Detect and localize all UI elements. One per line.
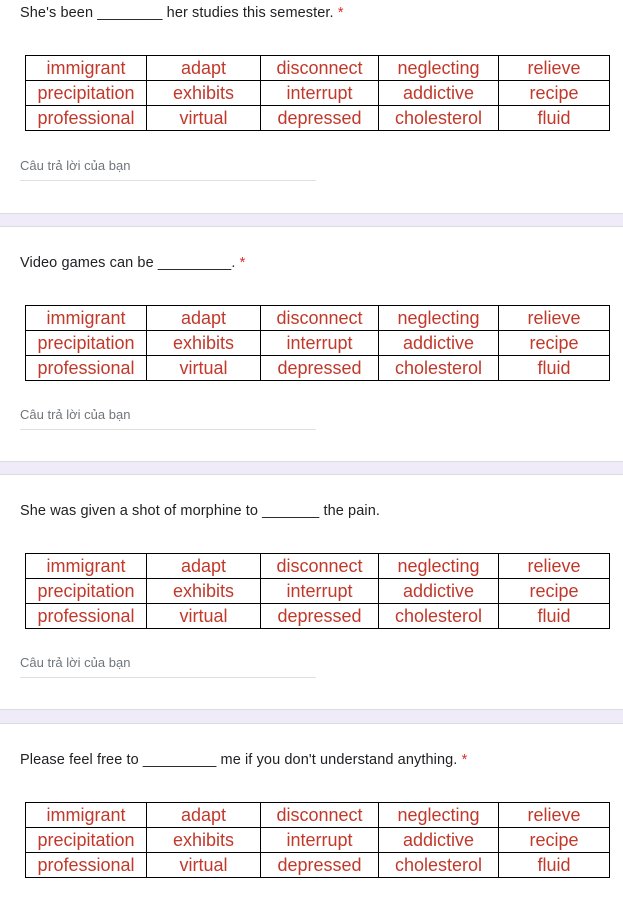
table-cell: immigrant <box>26 306 147 331</box>
table-cell: addictive <box>379 81 499 106</box>
table-row <box>26 331 610 356</box>
question-text: She's been ________ her studies this semester. * <box>20 5 344 21</box>
table-cell: precipitation <box>26 331 147 356</box>
table-cell: fluid <box>499 106 610 131</box>
table-cell: exhibits <box>147 81 261 106</box>
table-row <box>26 579 610 604</box>
table-cell: exhibits <box>147 828 261 853</box>
table-cell: relieve <box>499 803 610 828</box>
word-table <box>25 55 610 131</box>
answer-input[interactable]: Câu trả lời của bạn <box>20 653 316 678</box>
table-cell: immigrant <box>26 803 147 828</box>
table-cell: depressed <box>261 356 379 381</box>
table-cell: immigrant <box>26 554 147 579</box>
table-cell: professional <box>26 356 147 381</box>
table-cell: neglecting <box>379 306 499 331</box>
table-cell: disconnect <box>261 56 379 81</box>
required-asterisk: * <box>461 752 468 768</box>
table-cell: cholesterol <box>379 106 499 131</box>
question-text: Please feel free to _________ me if you don't understand anything. * <box>20 752 468 768</box>
table-cell: recipe <box>499 81 610 106</box>
table-cell: interrupt <box>261 579 379 604</box>
table-row <box>26 828 610 853</box>
table-cell: disconnect <box>261 554 379 579</box>
table-cell: adapt <box>147 554 261 579</box>
table-cell: addictive <box>379 579 499 604</box>
table-cell: cholesterol <box>379 604 499 629</box>
table-cell: depressed <box>261 853 379 878</box>
table-cell: interrupt <box>261 828 379 853</box>
table-cell: adapt <box>147 803 261 828</box>
table-cell: neglecting <box>379 56 499 81</box>
table-cell: disconnect <box>261 306 379 331</box>
table-cell: exhibits <box>147 579 261 604</box>
table-row <box>26 106 610 131</box>
table-cell: immigrant <box>26 56 147 81</box>
answer-input[interactable]: Câu trả lời của bạn <box>20 405 316 430</box>
table-row <box>26 356 610 381</box>
table-row <box>26 81 610 106</box>
table-cell: adapt <box>147 56 261 81</box>
table-cell: exhibits <box>147 331 261 356</box>
table-cell: relieve <box>499 56 610 81</box>
table-row <box>26 604 610 629</box>
table-row <box>26 803 610 828</box>
word-table <box>25 802 610 878</box>
question-card-1 <box>0 0 623 214</box>
table-cell: professional <box>26 853 147 878</box>
word-table <box>25 553 610 629</box>
table-cell: cholesterol <box>379 356 499 381</box>
table-cell: cholesterol <box>379 853 499 878</box>
table-cell: recipe <box>499 331 610 356</box>
table-cell: depressed <box>261 106 379 131</box>
table-cell: adapt <box>147 306 261 331</box>
question-text: Video games can be _________. * <box>20 255 246 271</box>
table-cell: addictive <box>379 331 499 356</box>
table-row <box>26 56 610 81</box>
question-card-2 <box>0 226 623 462</box>
table-cell: interrupt <box>261 331 379 356</box>
required-asterisk: * <box>337 5 344 21</box>
table-cell: relieve <box>499 554 610 579</box>
table-cell: professional <box>26 604 147 629</box>
table-cell: recipe <box>499 579 610 604</box>
table-cell: interrupt <box>261 81 379 106</box>
table-cell: relieve <box>499 306 610 331</box>
table-cell: depressed <box>261 604 379 629</box>
table-cell: recipe <box>499 828 610 853</box>
table-cell: disconnect <box>261 803 379 828</box>
question-text: She was given a shot of morphine to _______ the pain. <box>20 503 380 519</box>
table-cell: virtual <box>147 106 261 131</box>
answer-input[interactable]: Câu trả lời của bạn <box>20 156 316 181</box>
table-row <box>26 853 610 878</box>
table-cell: precipitation <box>26 81 147 106</box>
word-table <box>25 305 610 381</box>
required-asterisk: * <box>239 255 246 271</box>
table-cell: fluid <box>499 604 610 629</box>
table-cell: precipitation <box>26 579 147 604</box>
table-cell: neglecting <box>379 554 499 579</box>
table-cell: neglecting <box>379 803 499 828</box>
table-cell: virtual <box>147 604 261 629</box>
table-cell: precipitation <box>26 828 147 853</box>
table-row <box>26 554 610 579</box>
table-cell: virtual <box>147 853 261 878</box>
question-card-4 <box>0 723 623 913</box>
table-row <box>26 306 610 331</box>
question-card-3 <box>0 474 623 710</box>
table-cell: fluid <box>499 853 610 878</box>
table-cell: professional <box>26 106 147 131</box>
table-cell: addictive <box>379 828 499 853</box>
table-cell: fluid <box>499 356 610 381</box>
table-cell: virtual <box>147 356 261 381</box>
